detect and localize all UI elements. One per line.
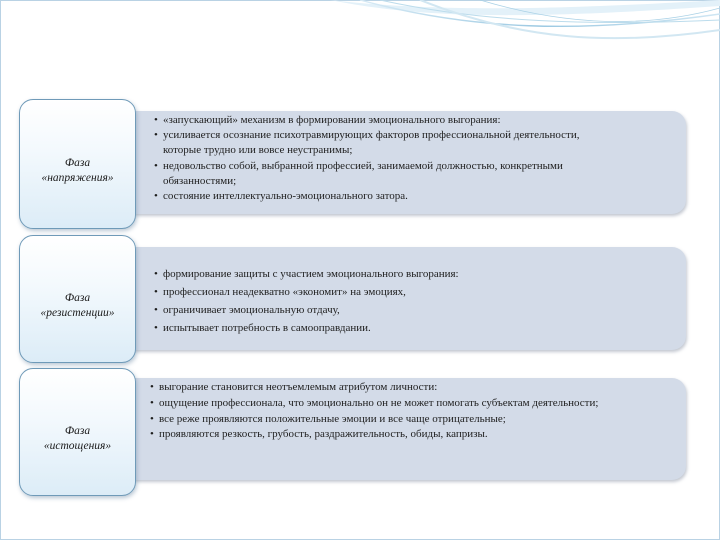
wave-decoration [0, 0, 720, 80]
list-item: • испытывает потребность в самооправдании. [154, 319, 616, 337]
phase-1-label-name: «напряжения» [41, 172, 114, 184]
list-item: • все реже проявляются положительные эмоции и все чаще отрицательные; [150, 412, 640, 428]
phase-3-label-box [19, 368, 136, 496]
phase-2-label-box [19, 235, 136, 363]
phase-1-label-word: Фаза [64, 157, 91, 169]
phase-2-items [154, 265, 616, 337]
phase-3-items [150, 380, 640, 443]
phase-2-label-word: Фаза [64, 292, 91, 304]
phase-3-label-name: «истощения» [43, 440, 112, 452]
list-item: • ощущение профессионала, что эмоционально он не может помогать субъектам деятельности; [150, 396, 640, 412]
phase-1-items [154, 113, 616, 204]
phase-3-label-word: Фаза [64, 425, 91, 437]
list-item: • недовольство собой, выбранной профессией, занимаемой должностью, конкретными обязанностями; [154, 159, 616, 189]
list-item: • ограничивает эмоциональную отдачу, [154, 301, 616, 319]
list-item: • «запускающий» механизм в формировании эмоционального выгорания: [154, 113, 616, 128]
list-item: • усиливается осознание психотравмирующих факторов профессиональной деятельности, которые трудно или вовсе неустранимы; [154, 128, 616, 158]
list-item: • проявляются резкость, грубость, раздражительность, обиды, капризы. [150, 427, 640, 443]
list-item: • состояние интеллектуально-эмоционального затора. [154, 189, 616, 204]
list-item: • профессионал неадекватно «экономит» на эмоциях, [154, 283, 616, 301]
list-item: • формирование защиты с участием эмоционального выгорания: [154, 265, 616, 283]
list-item: • выгорание становится неотъемлемым атрибутом личности: [150, 380, 640, 396]
phase-1-label-box [19, 99, 136, 229]
phase-2-label-name: «резистенции» [40, 307, 115, 319]
